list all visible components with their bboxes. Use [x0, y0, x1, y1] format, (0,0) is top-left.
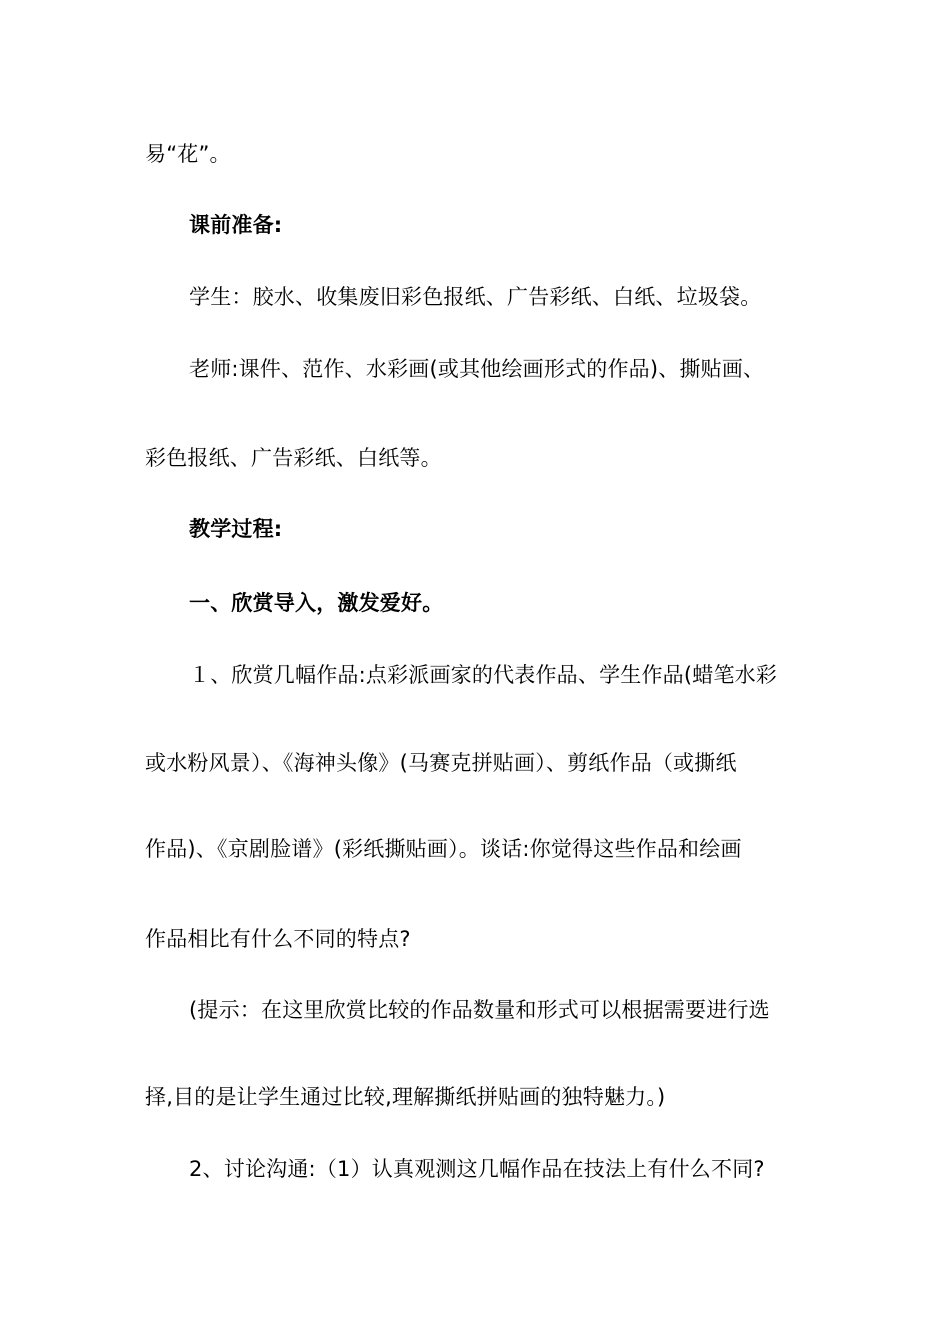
- text-line: １、欣赏几幅作品:点彩派画家的代表作品、学生作品(蜡笔水彩: [189, 663, 778, 687]
- section-heading: 课前准备:: [189, 213, 283, 237]
- text-line: 作品相比有什么不同的特点?: [145, 927, 411, 951]
- text-line: (提示：在这里欣赏比较的作品数量和形式可以根据需要进行选: [189, 998, 770, 1022]
- section-heading: 教学过程:: [189, 517, 283, 541]
- text-line: 或水粉风景）、《海神头像》(马赛克拼贴画）、剪纸作品（或撕纸: [145, 751, 737, 775]
- text-line: 学生：胶水、收集废旧彩色报纸、广告彩纸、白纸、垃圾袋。: [189, 285, 762, 309]
- text-line: 易“花”。: [145, 142, 231, 166]
- text-line: 择,目的是让学生通过比较,理解撕纸拼贴画的独特魅力。): [145, 1085, 666, 1109]
- text-line: 彩色报纸、广告彩纸、白纸等。: [145, 446, 442, 470]
- text-line: 作品)、《京剧脸谱》(彩纸撕贴画）。谈话:你觉得这些作品和绘画: [145, 837, 742, 861]
- text-line: 2、讨论沟通:（1）认真观测这几幅作品在技法上有什么不同?: [189, 1157, 765, 1181]
- section-heading: 一、欣赏导入，激发爱好。: [189, 591, 444, 615]
- text-line: 老师:课件、范作、水彩画(或其他绘画形式的作品)、撕贴画、: [189, 357, 765, 381]
